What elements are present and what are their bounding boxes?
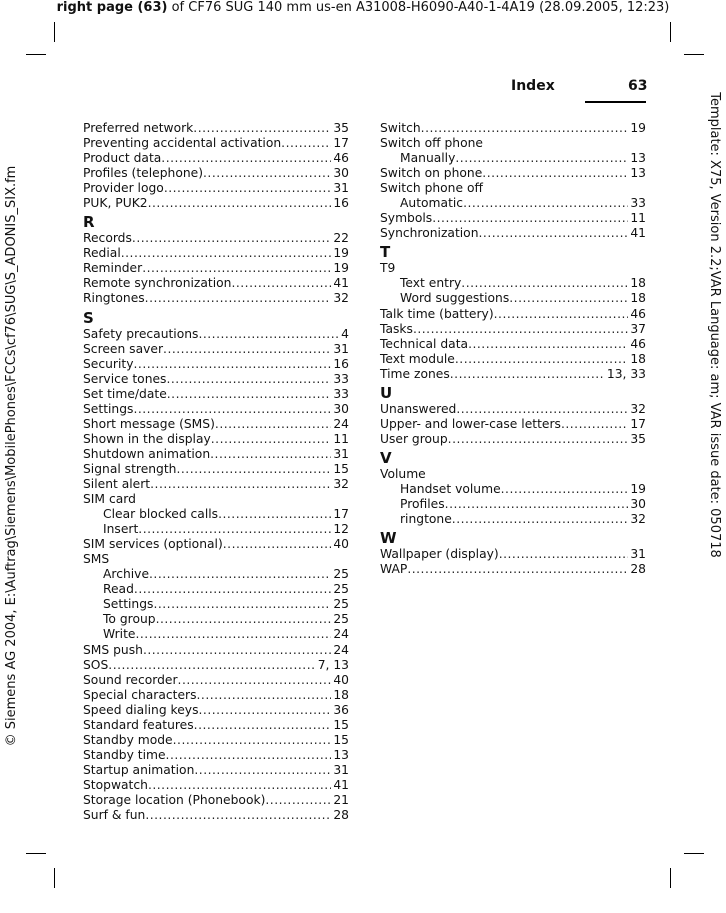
index-entry xyxy=(83,447,349,462)
index-subentry xyxy=(83,612,349,627)
dot-leader xyxy=(203,166,331,181)
dot-leader xyxy=(194,718,332,733)
print-header-bold: right page (63) xyxy=(56,0,168,15)
index-entry-text: T9 xyxy=(380,261,396,276)
index-entry-text: Switch phone off xyxy=(380,181,483,196)
crop-mark xyxy=(54,868,55,888)
dot-leader xyxy=(450,367,605,382)
crop-mark xyxy=(54,22,55,42)
index-page-ref: 31 xyxy=(630,547,646,562)
index-page-ref: 17 xyxy=(333,507,349,522)
index-entry xyxy=(83,688,349,703)
index-page-ref: 33 xyxy=(333,371,349,386)
index-page-ref: 30 xyxy=(333,401,349,416)
index-entry-text: Provider logo xyxy=(83,181,164,196)
index-page-ref: 40 xyxy=(333,672,349,687)
dot-leader xyxy=(455,151,628,166)
index-page-ref: 4 xyxy=(341,326,349,341)
dot-leader xyxy=(163,342,331,357)
index-entry-text: WAP xyxy=(380,562,408,577)
dot-leader xyxy=(121,246,332,261)
index-group-heading xyxy=(83,552,349,567)
index-group-heading xyxy=(380,136,646,151)
index-entry xyxy=(380,547,646,562)
index-entry-text: Insert xyxy=(103,522,139,537)
index-column-right xyxy=(380,121,646,577)
index-entry xyxy=(380,432,646,447)
index-page-ref: 32 xyxy=(630,512,646,527)
index-entry xyxy=(380,307,646,322)
index-entry-text: Symbols xyxy=(380,211,433,226)
crop-mark xyxy=(684,54,704,55)
dot-leader xyxy=(178,673,332,688)
index-entry xyxy=(83,402,349,417)
index-entry xyxy=(83,432,349,447)
print-header-rest: of CF76 SUG 140 mm us-en A31008-H6090-A40-1-4A19 (28.09.2005, 12:23) xyxy=(167,0,670,15)
index-entry-text: Standard features xyxy=(83,717,194,732)
index-subentry xyxy=(380,512,646,527)
index-page-ref: 17 xyxy=(333,136,349,151)
index-entry-text: Ringtones xyxy=(83,291,145,306)
dot-leader xyxy=(148,778,331,793)
index-page-ref: 32 xyxy=(333,476,349,491)
index-page-ref: 21 xyxy=(333,792,349,807)
crop-mark xyxy=(26,54,46,55)
index-subentry xyxy=(83,507,349,522)
index-entry-text: SIM services (optional) xyxy=(83,537,223,552)
index-subentry xyxy=(380,497,646,512)
index-page-ref: 31 xyxy=(333,181,349,196)
index-entry-text: Security xyxy=(83,356,134,371)
index-page-ref: 19 xyxy=(333,246,349,261)
index-entry-text: Signal strength xyxy=(83,461,177,476)
dot-leader xyxy=(176,462,331,477)
index-entry-text: Time zones xyxy=(380,366,450,381)
index-page-ref: 32 xyxy=(333,291,349,306)
index-page-ref: 46 xyxy=(333,151,349,166)
index-entry-text: Shown in the display xyxy=(83,431,211,446)
index-entry xyxy=(380,352,646,367)
dot-leader xyxy=(133,402,331,417)
index-letter-heading: R xyxy=(83,213,95,232)
index-entry xyxy=(83,417,349,432)
dot-leader xyxy=(148,196,332,211)
index-page-ref: 41 xyxy=(333,276,349,291)
index-subentry xyxy=(380,482,646,497)
index-page-ref: 25 xyxy=(333,582,349,597)
index-entry-text: Set time/date xyxy=(83,386,167,401)
index-entry-text: Talk time (battery) xyxy=(380,306,494,321)
index-page-ref: 41 xyxy=(630,226,646,241)
index-entry-text: Product data xyxy=(83,151,162,166)
index-page-ref: 31 xyxy=(333,762,349,777)
index-entry xyxy=(380,367,646,382)
index-entry-text: Switch off phone xyxy=(380,136,483,151)
dot-leader xyxy=(494,307,629,322)
dot-leader xyxy=(509,291,628,306)
index-entry xyxy=(83,276,349,291)
index-entry-text: Preferred network xyxy=(83,121,194,135)
dot-leader xyxy=(166,748,332,763)
index-page-ref: 24 xyxy=(333,416,349,431)
dot-leader xyxy=(468,337,628,352)
index-column-left xyxy=(83,121,349,823)
index-entry-text: Volume xyxy=(380,466,426,481)
index-subentry xyxy=(83,627,349,642)
index-page-ref: 41 xyxy=(333,777,349,792)
dot-leader xyxy=(482,166,628,181)
crop-mark xyxy=(26,853,46,854)
index-page-ref: 17 xyxy=(630,416,646,431)
dot-leader xyxy=(265,793,331,808)
index-entry-text: Standby time xyxy=(83,747,166,762)
index-entry xyxy=(83,357,349,372)
index-page-ref: 16 xyxy=(333,196,349,211)
index-entry-text: Archive xyxy=(103,567,150,582)
index-entry-text: Settings xyxy=(83,401,134,416)
index-entry-text: Storage location (Phonebook) xyxy=(83,792,266,807)
index-entry-text: Tasks xyxy=(380,321,413,336)
side-template-text: Template: X75, Version 2.2;VAR Language: am; VAR issue date: 050718 xyxy=(707,92,722,558)
dot-leader xyxy=(413,322,628,337)
index-entry xyxy=(83,387,349,402)
index-page-ref: 28 xyxy=(630,562,646,577)
dot-leader xyxy=(150,477,331,492)
dot-leader xyxy=(132,231,331,246)
page-number: 63 xyxy=(628,78,648,94)
index-entry-text: SIM card xyxy=(83,492,136,507)
index-entry-text: Service tones xyxy=(83,371,167,386)
index-entry xyxy=(380,417,646,432)
index-entry xyxy=(83,748,349,763)
dot-leader xyxy=(461,276,628,291)
dot-leader xyxy=(198,327,339,342)
index-entry-text: Safety precautions xyxy=(83,326,199,341)
dot-leader xyxy=(432,211,628,226)
dot-leader xyxy=(463,196,628,211)
index-page-ref: 33 xyxy=(630,196,646,211)
index-page-ref: 13 xyxy=(333,747,349,762)
index-entry-text: Surf & fun xyxy=(83,808,146,823)
index-entry-text: Startup animation xyxy=(83,762,195,777)
index-page-ref: 13, 33 xyxy=(606,366,646,381)
index-entry xyxy=(83,136,349,151)
dot-leader xyxy=(479,226,629,241)
dot-leader xyxy=(561,417,628,432)
index-entry xyxy=(83,793,349,808)
index-entry xyxy=(83,477,349,492)
index-letter-heading: W xyxy=(380,529,397,548)
crop-mark xyxy=(684,853,704,854)
index-entry-text: Wallpaper (display) xyxy=(380,547,499,562)
dot-leader xyxy=(166,372,331,387)
index-page-ref: 46 xyxy=(630,336,646,351)
index-entry-text: Sound recorder xyxy=(83,672,178,687)
index-entry xyxy=(83,291,349,306)
dot-leader xyxy=(499,547,629,562)
index-page-ref: 31 xyxy=(333,341,349,356)
index-page-ref: 15 xyxy=(333,732,349,747)
index-entry xyxy=(83,778,349,793)
index-entry xyxy=(83,462,349,477)
index-entry-text: SOS xyxy=(83,657,109,672)
index-entry xyxy=(83,196,349,211)
index-letter-heading: S xyxy=(83,308,94,327)
crop-mark xyxy=(670,22,671,42)
dot-leader xyxy=(173,733,332,748)
dot-leader xyxy=(108,658,315,673)
index-page-ref: 33 xyxy=(333,386,349,401)
index-page-ref: 24 xyxy=(333,627,349,642)
index-entry xyxy=(380,402,646,417)
index-page-ref: 36 xyxy=(333,702,349,717)
index-entry-text: Screen saver xyxy=(83,341,164,356)
crop-mark xyxy=(670,868,671,888)
index-group-heading xyxy=(380,261,646,276)
index-entry xyxy=(83,658,349,673)
index-entry xyxy=(380,166,646,181)
index-entry-text: Switch on phone xyxy=(380,166,483,181)
dot-leader xyxy=(167,387,332,402)
index-entry xyxy=(380,322,646,337)
index-entry-text: Switch xyxy=(380,121,421,135)
index-page-ref: 25 xyxy=(333,597,349,612)
index-entry xyxy=(83,231,349,246)
index-entry-text: Clear blocked calls xyxy=(103,507,219,522)
dot-leader xyxy=(223,537,332,552)
index-entry xyxy=(83,537,349,552)
index-entry-text: Stopwatch xyxy=(83,777,148,792)
index-entry xyxy=(83,733,349,748)
dot-leader xyxy=(452,512,629,527)
dot-leader xyxy=(501,482,629,497)
dot-leader xyxy=(281,136,331,151)
index-page-ref: 12 xyxy=(333,522,349,537)
index-page-ref: 35 xyxy=(333,121,349,135)
dot-leader xyxy=(218,507,331,522)
index-entry xyxy=(83,643,349,658)
dot-leader xyxy=(448,432,629,447)
index-entry-text: Redial xyxy=(83,246,121,261)
dot-leader xyxy=(455,352,628,367)
index-entry xyxy=(83,763,349,778)
index-entry xyxy=(380,562,646,577)
index-page-ref: 19 xyxy=(630,121,646,135)
index-entry xyxy=(380,211,646,226)
page-title: Index xyxy=(511,78,555,94)
index-entry-text: Settings xyxy=(103,597,154,612)
dot-leader xyxy=(142,261,331,276)
index-entry xyxy=(83,121,349,136)
index-entry-text: Upper- and lower-case letters xyxy=(380,416,561,431)
dot-leader xyxy=(156,612,332,627)
dot-leader xyxy=(199,703,332,718)
index-subentry xyxy=(83,522,349,537)
dot-leader xyxy=(456,402,628,417)
index-page-ref: 31 xyxy=(333,446,349,461)
index-page-ref: 15 xyxy=(333,717,349,732)
index-entry-text: Standby mode xyxy=(83,732,173,747)
index-page-ref: 37 xyxy=(630,321,646,336)
index-page-ref: 18 xyxy=(630,351,646,366)
index-entry-text: PUK, PUK2 xyxy=(83,196,148,211)
index-entry-text: Text entry xyxy=(400,276,462,291)
index-entry xyxy=(83,151,349,166)
index-entry-text: Reminder xyxy=(83,261,143,276)
index-entry-text: Short message (SMS) xyxy=(83,416,215,431)
dot-leader xyxy=(231,276,331,291)
index-entry-text: To group xyxy=(103,612,156,627)
index-entry xyxy=(83,246,349,261)
index-entry-text: Automatic xyxy=(400,196,464,211)
index-page-ref: 15 xyxy=(333,461,349,476)
index-page-ref: 16 xyxy=(333,356,349,371)
dot-leader xyxy=(215,417,331,432)
index-entry-text: Special characters xyxy=(83,687,197,702)
index-group-heading xyxy=(380,181,646,196)
index-subentry xyxy=(83,582,349,597)
index-page-ref: 24 xyxy=(333,642,349,657)
dot-leader xyxy=(145,291,332,306)
dot-leader xyxy=(194,763,331,778)
index-entry-text: Speed dialing keys xyxy=(83,702,199,717)
dot-leader xyxy=(149,567,331,582)
index-entry-text: Unanswered xyxy=(380,401,457,416)
index-page-ref: 18 xyxy=(630,276,646,291)
index-entry xyxy=(83,166,349,181)
dot-leader xyxy=(407,562,628,577)
index-entry-text: Silent alert xyxy=(83,476,151,491)
index-entry-text: Profiles (telephone) xyxy=(83,166,203,181)
index-page-ref: 35 xyxy=(630,431,646,446)
index-entry xyxy=(380,226,646,241)
index-page-ref: 22 xyxy=(333,231,349,246)
index-page-ref: 11 xyxy=(630,211,646,226)
dot-leader xyxy=(138,522,331,537)
index-page-ref: 40 xyxy=(333,537,349,552)
dot-leader xyxy=(421,121,629,136)
index-page-ref: 28 xyxy=(333,808,349,823)
index-entry xyxy=(83,718,349,733)
dot-leader xyxy=(134,582,331,597)
index-subentry xyxy=(380,196,646,211)
index-page-ref: 46 xyxy=(630,306,646,321)
index-entry-text: Text module xyxy=(380,351,455,366)
index-letter-heading: V xyxy=(380,448,392,467)
index-entry-text: Profiles xyxy=(400,496,445,511)
title-rule xyxy=(585,101,646,103)
index-subentry xyxy=(380,291,646,306)
index-page-ref: 7, 13 xyxy=(317,657,349,672)
index-page-ref: 32 xyxy=(630,401,646,416)
index-entry-text: SMS xyxy=(83,552,110,567)
index-subentry xyxy=(380,151,646,166)
index-page-ref: 25 xyxy=(333,567,349,582)
dot-leader xyxy=(164,181,332,196)
dot-leader xyxy=(145,808,331,823)
index-entry xyxy=(83,808,349,823)
index-group-heading xyxy=(83,492,349,507)
index-subentry xyxy=(83,597,349,612)
dot-leader xyxy=(161,151,331,166)
index-entry-text: Read xyxy=(103,582,134,597)
index-entry xyxy=(83,181,349,196)
index-entry xyxy=(380,337,646,352)
index-group-heading xyxy=(380,467,646,482)
index-page-ref: 11 xyxy=(333,431,349,446)
index-entry xyxy=(380,121,646,136)
index-entry-text: Remote synchronization xyxy=(83,276,232,291)
index-entry-text: Handset volume xyxy=(400,481,501,496)
index-subentry xyxy=(380,276,646,291)
index-page-ref: 13 xyxy=(630,151,646,166)
index-entry xyxy=(83,261,349,276)
index-page-ref: 19 xyxy=(333,261,349,276)
index-page-ref: 13 xyxy=(630,166,646,181)
dot-leader xyxy=(143,643,331,658)
index-entry-text: Technical data xyxy=(380,336,469,351)
index-entry xyxy=(83,342,349,357)
index-page-ref: 30 xyxy=(630,496,646,511)
dot-leader xyxy=(445,497,629,512)
index-page-ref: 18 xyxy=(630,291,646,306)
print-header xyxy=(0,0,726,16)
index-entry-text: Word suggestions xyxy=(400,291,510,306)
index-entry xyxy=(83,327,349,342)
dot-leader xyxy=(193,121,331,136)
side-copyright-text: © Siemens AG 2004, E:\Auftrag\Siemens\MobilePhones\FCCs\cf76\SUG\S_ADONIS_SIX.fm xyxy=(4,165,19,747)
index-page-ref: 19 xyxy=(630,481,646,496)
index-entry xyxy=(83,372,349,387)
index-entry-text: Write xyxy=(103,627,136,642)
dot-leader xyxy=(135,627,331,642)
index-entry-text: Shutdown animation xyxy=(83,446,211,461)
dot-leader xyxy=(210,447,331,462)
index-page-ref: 30 xyxy=(333,166,349,181)
dot-leader xyxy=(211,432,332,447)
index-entry-text: SMS push xyxy=(83,642,143,657)
index-entry-text: Synchronization xyxy=(380,226,479,241)
index-letter-heading: U xyxy=(380,383,393,402)
index-entry xyxy=(83,703,349,718)
dot-leader xyxy=(153,597,331,612)
index-subentry xyxy=(83,567,349,582)
index-entry-text: Preventing accidental activation xyxy=(83,136,282,151)
index-entry-text: ringtone xyxy=(400,512,452,527)
index-letter-heading: T xyxy=(380,243,391,262)
dot-leader xyxy=(134,357,332,372)
dot-leader xyxy=(197,688,332,703)
index-entry-text: User group xyxy=(380,431,448,446)
index-entry-text: Manually xyxy=(400,151,456,166)
index-entry xyxy=(83,673,349,688)
index-page-ref: 18 xyxy=(333,687,349,702)
index-entry-text: Records xyxy=(83,231,132,246)
index-page-ref: 25 xyxy=(333,612,349,627)
